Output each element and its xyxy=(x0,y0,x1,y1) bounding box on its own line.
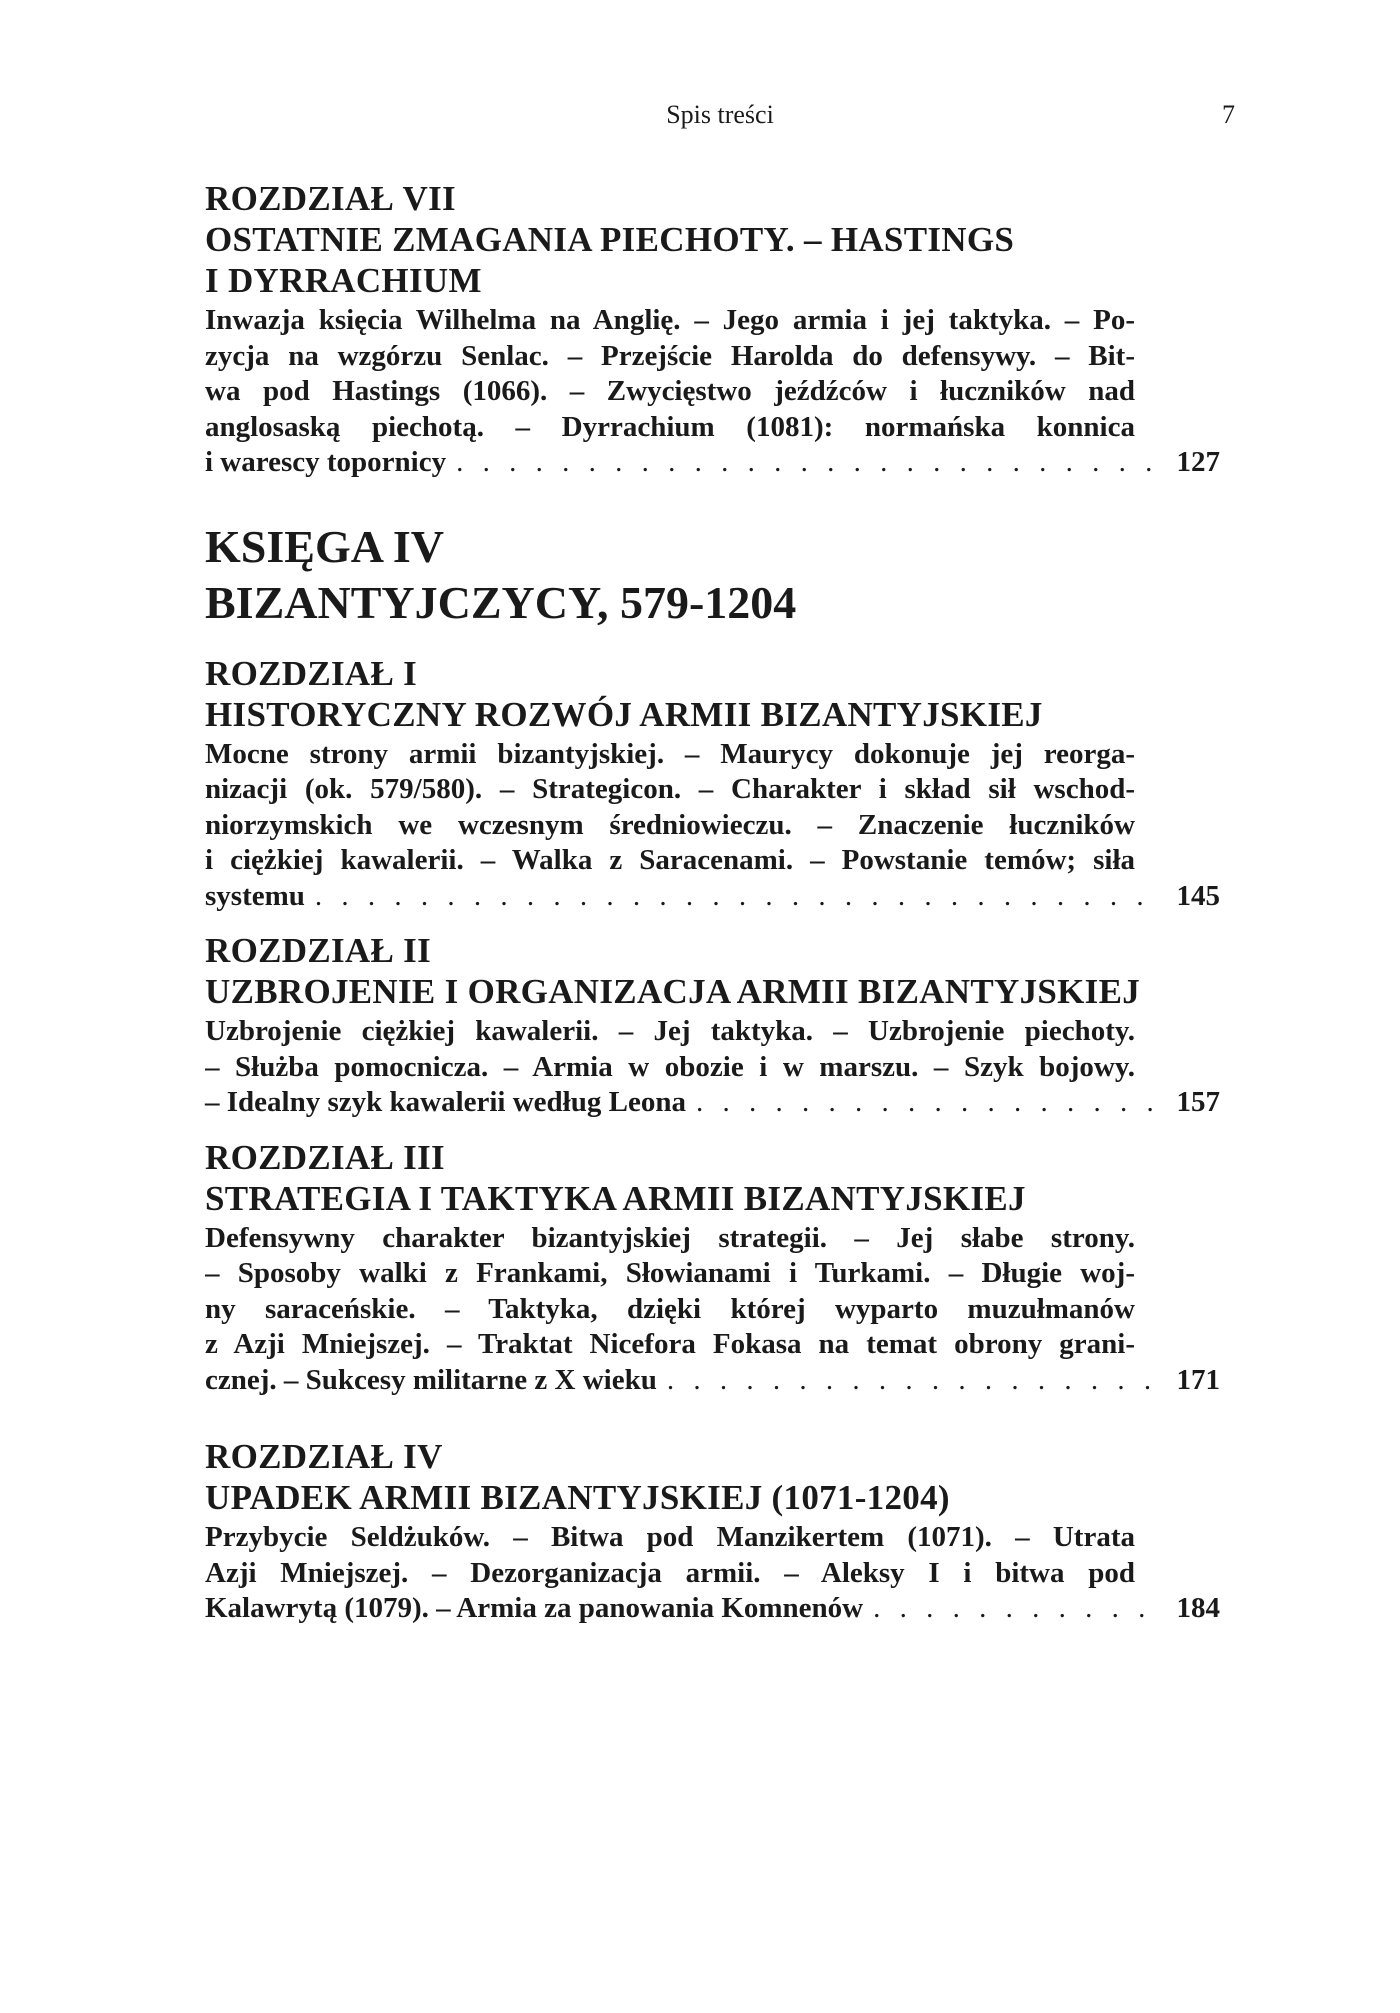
page-header xyxy=(205,100,1235,140)
toc-entry-chapter-2[interactable] xyxy=(205,930,1220,1121)
book-title: BIZANTYJCZYCY, 579-1204 xyxy=(205,576,797,628)
toc-entry-chapter-3[interactable] xyxy=(205,1137,1220,1399)
summary-line: niorzymskich we wczesnym średniowieczu. – Znaczenie łuczników xyxy=(205,808,1135,841)
summary-line: z Azji Mniejszej. – Traktat Nicefora Fokasa na temat obrony grani- xyxy=(205,1328,1135,1360)
summary-line: systemu xyxy=(205,879,305,912)
running-title: Spis treści xyxy=(666,100,774,129)
summary-line: Kalawrytą (1079). – Armia za panowania Komnenów xyxy=(205,1592,864,1624)
dot-leader xyxy=(456,445,1153,481)
dot-leader xyxy=(873,1591,1153,1627)
entry-page-number: 157 xyxy=(1176,1086,1220,1118)
chapter-summary xyxy=(205,1014,1220,1121)
dot-leader xyxy=(315,879,1153,915)
summary-line: Inwazja księcia Wilhelma na Anglię. – Jego armia i jej taktyka. – Po- xyxy=(205,304,1135,336)
toc-book-4 xyxy=(205,519,1220,631)
summary-last-line xyxy=(205,1085,1220,1121)
summary-line: – Służba pomocnicza. – Armia w obozie i w marszu. – Szyk bojowy. xyxy=(205,1050,1135,1083)
chapter-label: ROZDZIAŁ IV xyxy=(205,1437,443,1476)
summary-line: Mocne strony armii bizantyjskiej. – Maurycy dokonuje jej reorga- xyxy=(205,737,1135,770)
summary-line: anglosaską piechotą. – Dyrrachium (1081): normańska konnica xyxy=(205,410,1135,443)
chapter-label: ROZDZIAŁ I xyxy=(205,653,418,693)
summary-line: i warescy topornicy xyxy=(205,446,447,478)
dot-leader xyxy=(667,1363,1153,1399)
chapter-summary xyxy=(205,1520,1220,1627)
summary-line: ny saraceńskie. – Taktyka, dzięki której wyparto muzułmanów xyxy=(205,1292,1135,1325)
toc-entry-chapter-1[interactable] xyxy=(205,653,1220,915)
entry-page-number: 171 xyxy=(1176,1363,1220,1396)
chapter-title-line: UPADEK ARMII BIZANTYJSKIEJ (1071-1204) xyxy=(205,1478,950,1517)
summary-last-line xyxy=(205,1591,1220,1627)
chapter-title-line: I DYRRACHIUM xyxy=(205,261,482,300)
summary-last-line xyxy=(205,445,1220,481)
chapter-summary xyxy=(205,303,1220,481)
book-label: KSIĘGA IV xyxy=(205,520,445,572)
toc-entry-chapter-4[interactable] xyxy=(205,1436,1220,1627)
summary-last-line xyxy=(205,1363,1220,1399)
entry-page-number: 127 xyxy=(1176,446,1220,478)
chapter-title-line: HISTORYCZNY ROZWÓJ ARMII BIZANTYJSKIEJ xyxy=(205,694,1043,734)
table-of-contents xyxy=(205,178,1220,1627)
chapter-label: ROZDZIAŁ II xyxy=(205,931,431,970)
entry-page-number: 145 xyxy=(1176,879,1220,912)
chapter-label: ROZDZIAŁ VII xyxy=(205,179,456,218)
summary-line: Przybycie Seldżuków. – Bitwa pod Manzikertem (1071). – Utrata xyxy=(205,1521,1135,1553)
summary-line: wa pod Hastings (1066). – Zwycięstwo jeźdźców i łuczników nad xyxy=(205,375,1135,407)
entry-page-number: 184 xyxy=(1176,1592,1220,1624)
dot-leader xyxy=(696,1085,1153,1121)
chapter-title-line: OSTATNIE ZMAGANIA PIECHOTY. – HASTINGS xyxy=(205,220,1015,259)
page-number: 7 xyxy=(1222,100,1235,129)
summary-line: nizacji (ok. 579/580). – Strategicon. – Charakter i skład sił wschod- xyxy=(205,773,1135,805)
summary-last-line xyxy=(205,879,1220,915)
chapter-title-line: UZBROJENIE I ORGANIZACJA ARMII BIZANTYJSKIEJ xyxy=(205,972,1141,1011)
summary-line: cznej. – Sukcesy militarne z X wieku xyxy=(205,1363,657,1396)
summary-line: – Sposoby walki z Frankami, Słowianami i Turkami. – Długie woj- xyxy=(205,1257,1135,1289)
chapter-label: ROZDZIAŁ III xyxy=(205,1137,445,1177)
summary-line: – Idealny szyk kawalerii według Leona xyxy=(205,1086,686,1118)
summary-line: Azji Mniejszej. – Dezorganizacja armii. – Aleksy I i bitwa pod xyxy=(205,1556,1135,1589)
chapter-summary xyxy=(205,1221,1220,1399)
summary-line: zycja na wzgórzu Senlac. – Przejście Harolda do defensywy. – Bit- xyxy=(205,339,1135,372)
summary-line: i ciężkiej kawalerii. – Walka z Saracenami. – Powstanie temów; siła xyxy=(205,844,1135,876)
chapter-title-line: STRATEGIA I TAKTYKA ARMII BIZANTYJSKIEJ xyxy=(205,1178,1026,1218)
summary-line: Defensywny charakter bizantyjskiej strategii. – Jej słabe strony. xyxy=(205,1221,1135,1254)
toc-entry-chapter-7[interactable] xyxy=(205,178,1220,481)
chapter-summary xyxy=(205,737,1220,915)
summary-line: Uzbrojenie ciężkiej kawalerii. – Jej taktyka. – Uzbrojenie piechoty. xyxy=(205,1015,1135,1047)
